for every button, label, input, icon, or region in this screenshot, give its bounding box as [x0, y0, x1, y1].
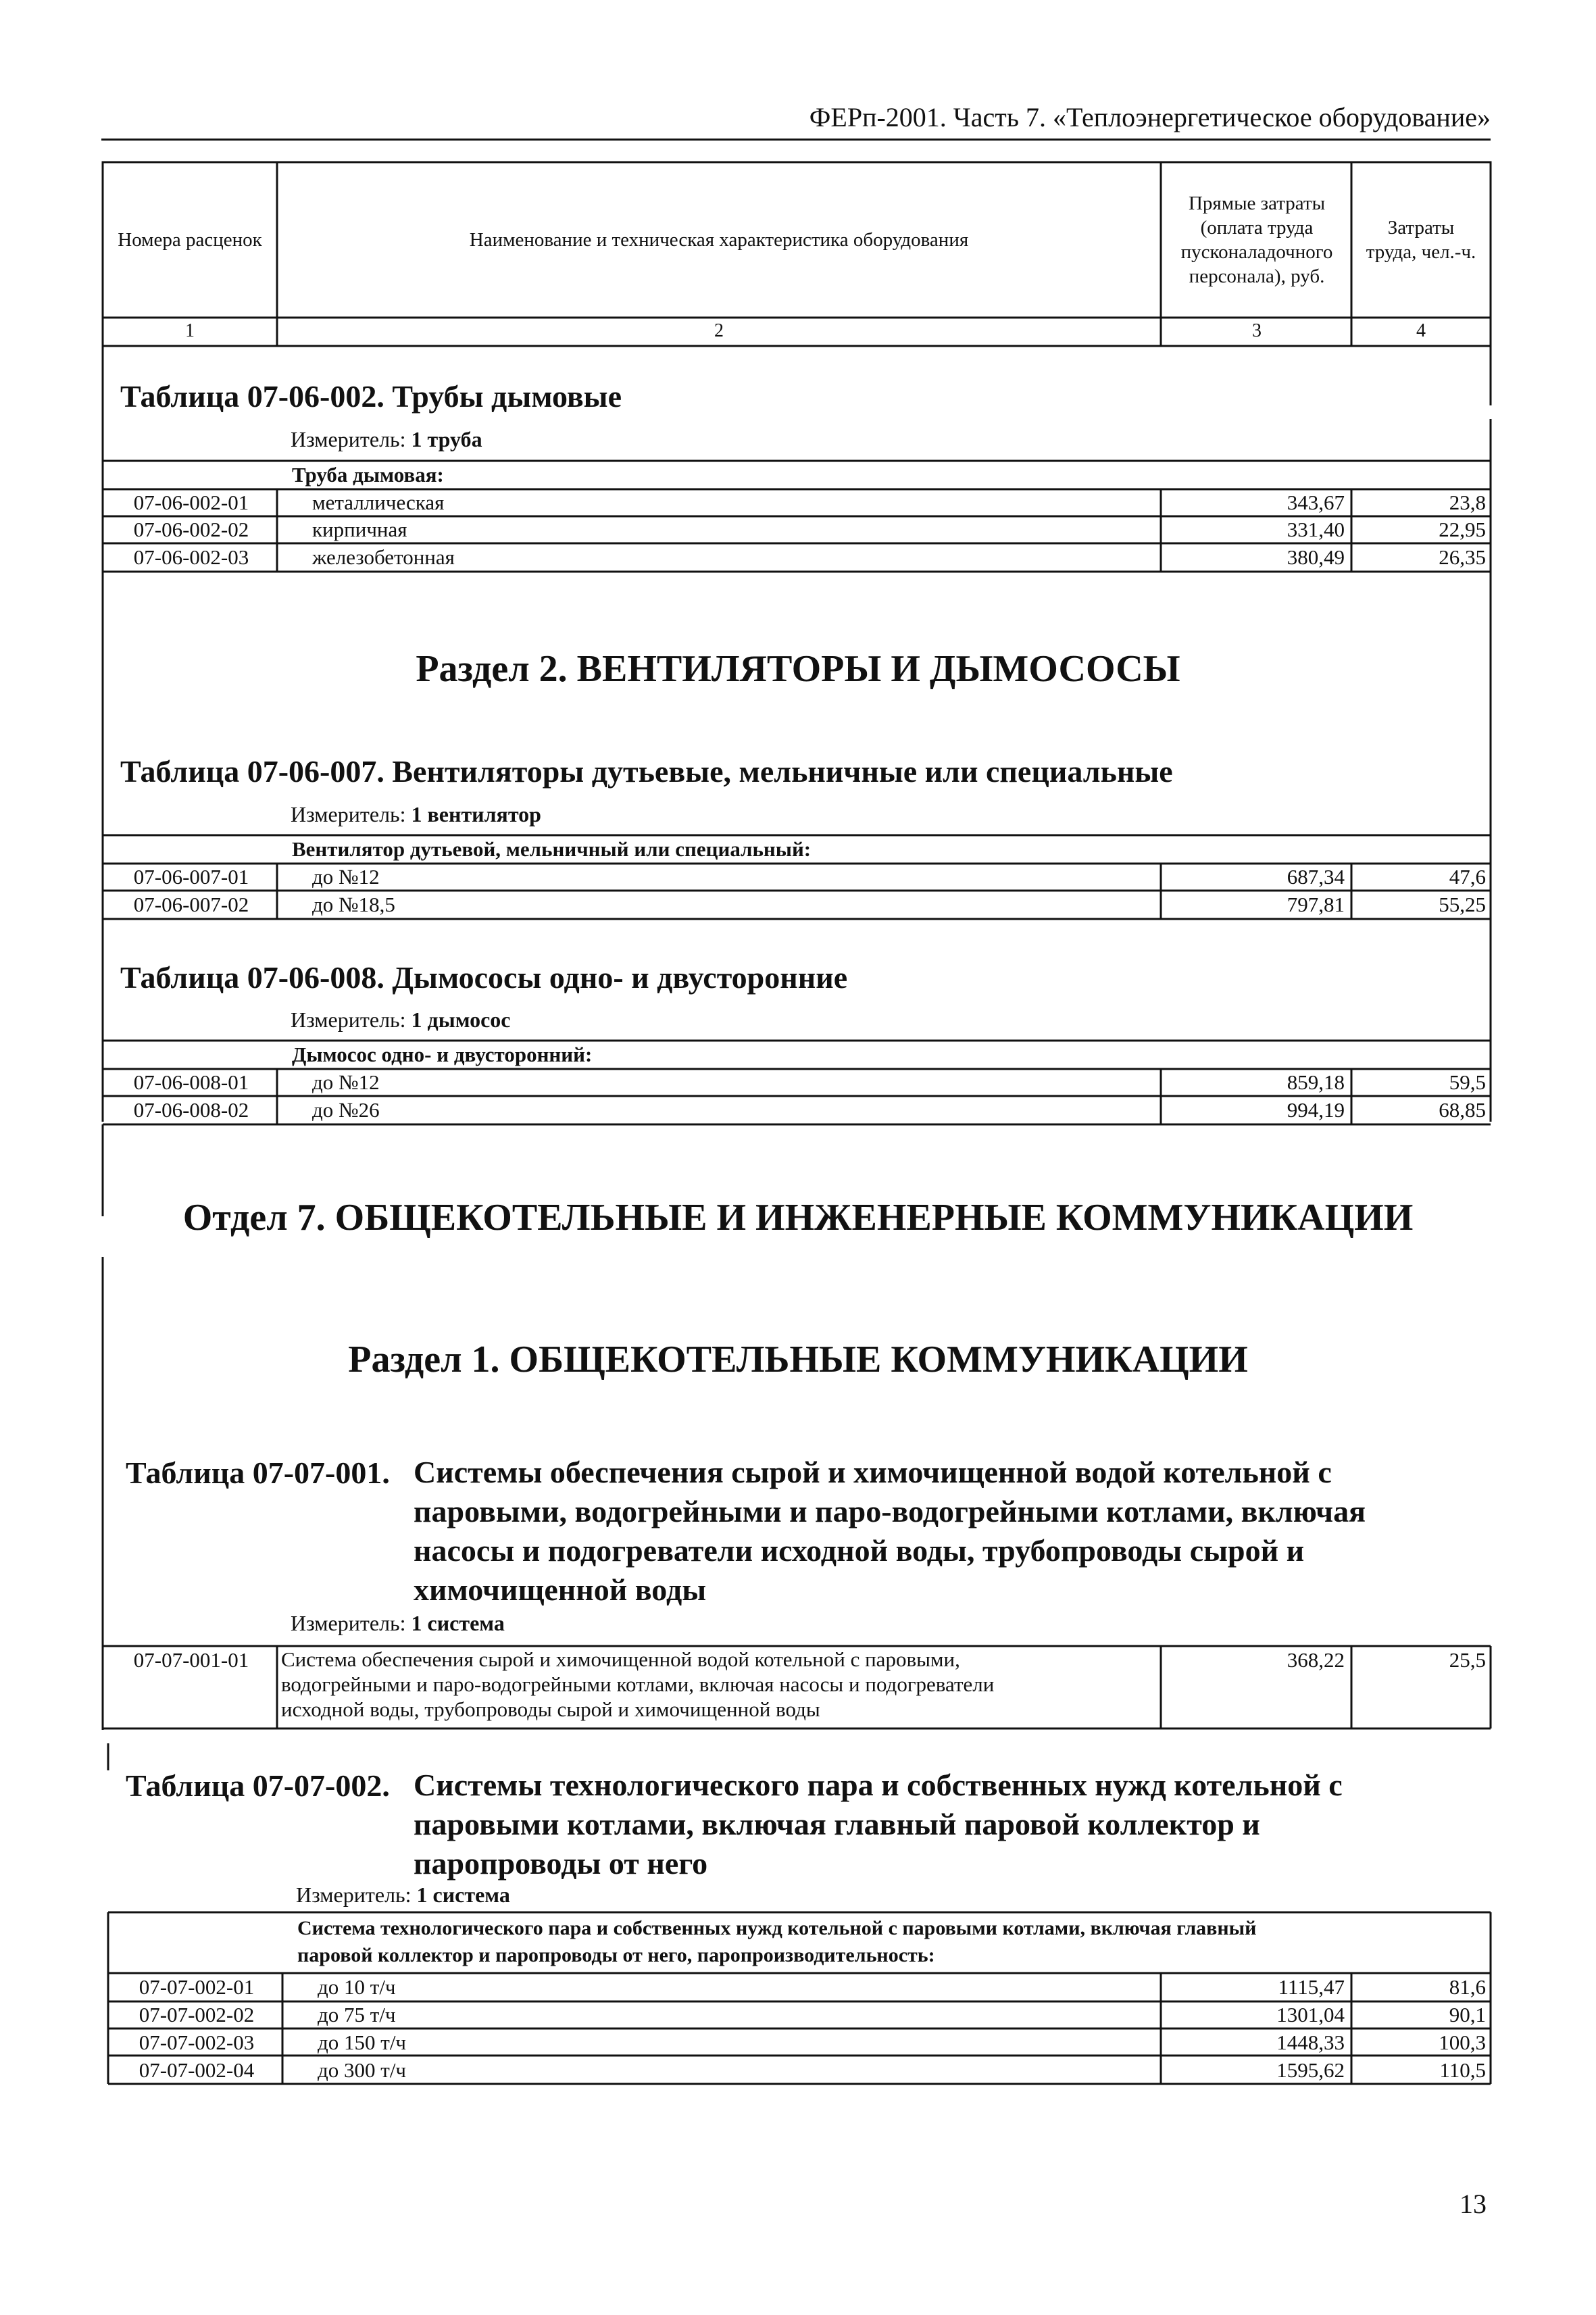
- table-row-name: до №18,5: [312, 893, 395, 916]
- table-row-labor: 68,85: [1439, 1098, 1486, 1122]
- table-row-cost: 380,49: [1287, 545, 1345, 569]
- table-row-code: 07-06-002-03: [133, 545, 249, 569]
- table-row-name: до 300 т/ч: [318, 2058, 407, 2082]
- table-row-cost: 1595,62: [1276, 2058, 1345, 2082]
- table-row-labor: 59,5: [1449, 1070, 1486, 1094]
- table-row-code: 07-07-002-04: [139, 2058, 255, 2082]
- table-row-labor: 90,1: [1449, 2003, 1486, 2026]
- section-title-1: Раздел 1. ОБЩЕКОТЕЛЬНЫЕ КОММУНИКАЦИИ: [348, 1339, 1248, 1380]
- table-title-lead-07-07-002: Таблица 07-07-002.: [126, 1768, 390, 1803]
- table-title-07-07-002: [414, 1766, 1343, 1883]
- table-row-name: до 10 т/ч: [318, 1975, 396, 1999]
- title-line: паровыми, водогрейными и паро-водогрейными котлами, включая: [414, 1494, 1366, 1528]
- table-title-07-07-001: [414, 1453, 1366, 1610]
- table-row-cost: 859,18: [1287, 1070, 1345, 1094]
- table-row-code: 07-07-001-01: [133, 1648, 249, 1672]
- table-row-name: кирпичная: [312, 518, 407, 541]
- group-label-07-06-007: Вентилятор дутьевой, мельничный или специальный:: [292, 837, 812, 861]
- table-row-name: до №26: [312, 1098, 380, 1122]
- table-row-cost: 797,81: [1287, 893, 1345, 916]
- col-number-1: 1: [185, 320, 195, 341]
- measure-07-06-002: Измеритель: 1 труба: [291, 427, 482, 451]
- table-row-name: железобетонная: [312, 545, 455, 569]
- table-title-lead-07-07-001: Таблица 07-07-001.: [126, 1455, 390, 1490]
- group-label-07-06-008: Дымосос одно- и двусторонний:: [292, 1043, 593, 1066]
- row-text-line: Система обеспечения сырой и химочищенной водой котельной с паровыми,: [281, 1647, 960, 1671]
- table-row-labor: 25,5: [1449, 1648, 1486, 1672]
- title-line: Системы технологического пара и собственных нужд котельной с: [414, 1768, 1343, 1802]
- table-row-cost: 1448,33: [1276, 2031, 1345, 2054]
- group-line: Система технологического пара и собственных нужд котельной с паровыми котлами, включая главный: [297, 1917, 1257, 1939]
- table-row-code: 07-06-002-01: [133, 491, 249, 514]
- measure-07-07-002: Измеритель: 1 система: [296, 1883, 510, 1907]
- table-row-labor: 23,8: [1449, 491, 1486, 514]
- col-header-codes: Номера расценок: [118, 228, 262, 251]
- table-title-07-06-002: Таблица 07-06-002. Трубы дымовые: [120, 379, 622, 414]
- col-header-labor: Затраты труда, чел.-ч.: [1366, 216, 1476, 263]
- table-row-cost: 343,67: [1287, 491, 1345, 514]
- table-row-labor: 22,95: [1439, 518, 1486, 541]
- title-line: химочищенной воды: [414, 1572, 707, 1607]
- group-label-07-06-002: Труба дымовая:: [292, 463, 444, 487]
- table-row-name: до 150 т/ч: [318, 2031, 407, 2054]
- table-row-code: 07-06-008-02: [133, 1098, 249, 1122]
- row-text-line: исходной воды, трубопроводы сырой и химочищенной воды: [281, 1697, 820, 1721]
- running-header: ФЕРп-2001. Часть 7. «Теплоэнергетическое оборудование»: [809, 102, 1491, 132]
- table-row-cost: 994,19: [1287, 1098, 1345, 1122]
- table-row-name: до №12: [312, 865, 380, 889]
- table-row-code: 07-06-008-01: [133, 1070, 249, 1094]
- title-line: Системы обеспечения сырой и химочищенной водой котельной с: [414, 1455, 1332, 1489]
- table-row-labor: 100,3: [1439, 2031, 1486, 2054]
- table-row-cost: 331,40: [1287, 518, 1345, 541]
- measure-07-07-001: Измеритель: 1 система: [291, 1611, 505, 1635]
- table-row-cost: 687,34: [1287, 865, 1345, 889]
- group-line: паровой коллектор и паропроводы от него, паропроизводительность:: [297, 1944, 935, 1966]
- title-line: насосы и подогреватели исходной воды, трубопроводы сырой и: [414, 1533, 1305, 1568]
- col-number-4: 4: [1416, 320, 1426, 341]
- section-title-2: Раздел 2. ВЕНТИЛЯТОРЫ И ДЫМОСОСЫ: [416, 648, 1180, 690]
- col-number-3: 3: [1252, 320, 1262, 341]
- table-row-code: 07-07-002-03: [139, 2031, 255, 2054]
- department-title-7: Отдел 7. ОБЩЕКОТЕЛЬНЫЕ И ИНЖЕНЕРНЫЕ КОММУНИКАЦИИ: [182, 1197, 1414, 1239]
- table-row-labor: 55,25: [1439, 893, 1486, 916]
- table-row-labor: 110,5: [1439, 2058, 1486, 2082]
- table-row-code: 07-06-002-02: [133, 518, 249, 541]
- table-row-labor: 47,6: [1449, 865, 1486, 889]
- table-row-code: 07-07-002-02: [139, 2003, 255, 2026]
- col-number-2: 2: [714, 320, 724, 341]
- table-row-code: 07-07-002-01: [139, 1975, 255, 1999]
- table-title-07-06-008: Таблица 07-06-008. Дымососы одно- и двусторонние: [120, 960, 848, 995]
- page-number: 13: [1460, 2189, 1487, 2219]
- table-row-cost: 368,22: [1287, 1648, 1345, 1672]
- table-row-name: до №12: [312, 1070, 380, 1094]
- row-text-line: водогрейными и паро-водогрейными котлами, включая насосы и подогреватели: [281, 1672, 995, 1696]
- title-line: паропроводы от него: [414, 1846, 708, 1881]
- table-row-cost: 1301,04: [1276, 2003, 1345, 2026]
- col-header-name: Наименование и техническая характеристика оборудования: [469, 228, 969, 251]
- measure-07-06-007: Измеритель: 1 вентилятор: [291, 802, 541, 826]
- col-header-direct-cost: Прямые затраты (оплата труда пусконаладочного персонала), руб.: [1180, 192, 1333, 288]
- title-line: паровыми котлами, включая главный паровой коллектор и: [414, 1807, 1260, 1841]
- table-row-cost: 1115,47: [1278, 1975, 1345, 1999]
- table-row-name: до 75 т/ч: [318, 2003, 396, 2026]
- group-label-07-07-002: [297, 1915, 1256, 1969]
- table-row-labor: 26,35: [1439, 545, 1486, 569]
- table-title-07-06-007: Таблица 07-06-007. Вентиляторы дутьевые, мельничные или специальные: [120, 754, 1173, 789]
- measure-07-06-008: Измеритель: 1 дымосос: [291, 1007, 511, 1032]
- table-row-name-multiline: [281, 1647, 994, 1722]
- table-row-name: металлическая: [312, 491, 445, 514]
- table-row-code: 07-06-007-01: [133, 865, 249, 889]
- table-row-labor: 81,6: [1449, 1975, 1486, 1999]
- table-row-code: 07-06-007-02: [133, 893, 249, 916]
